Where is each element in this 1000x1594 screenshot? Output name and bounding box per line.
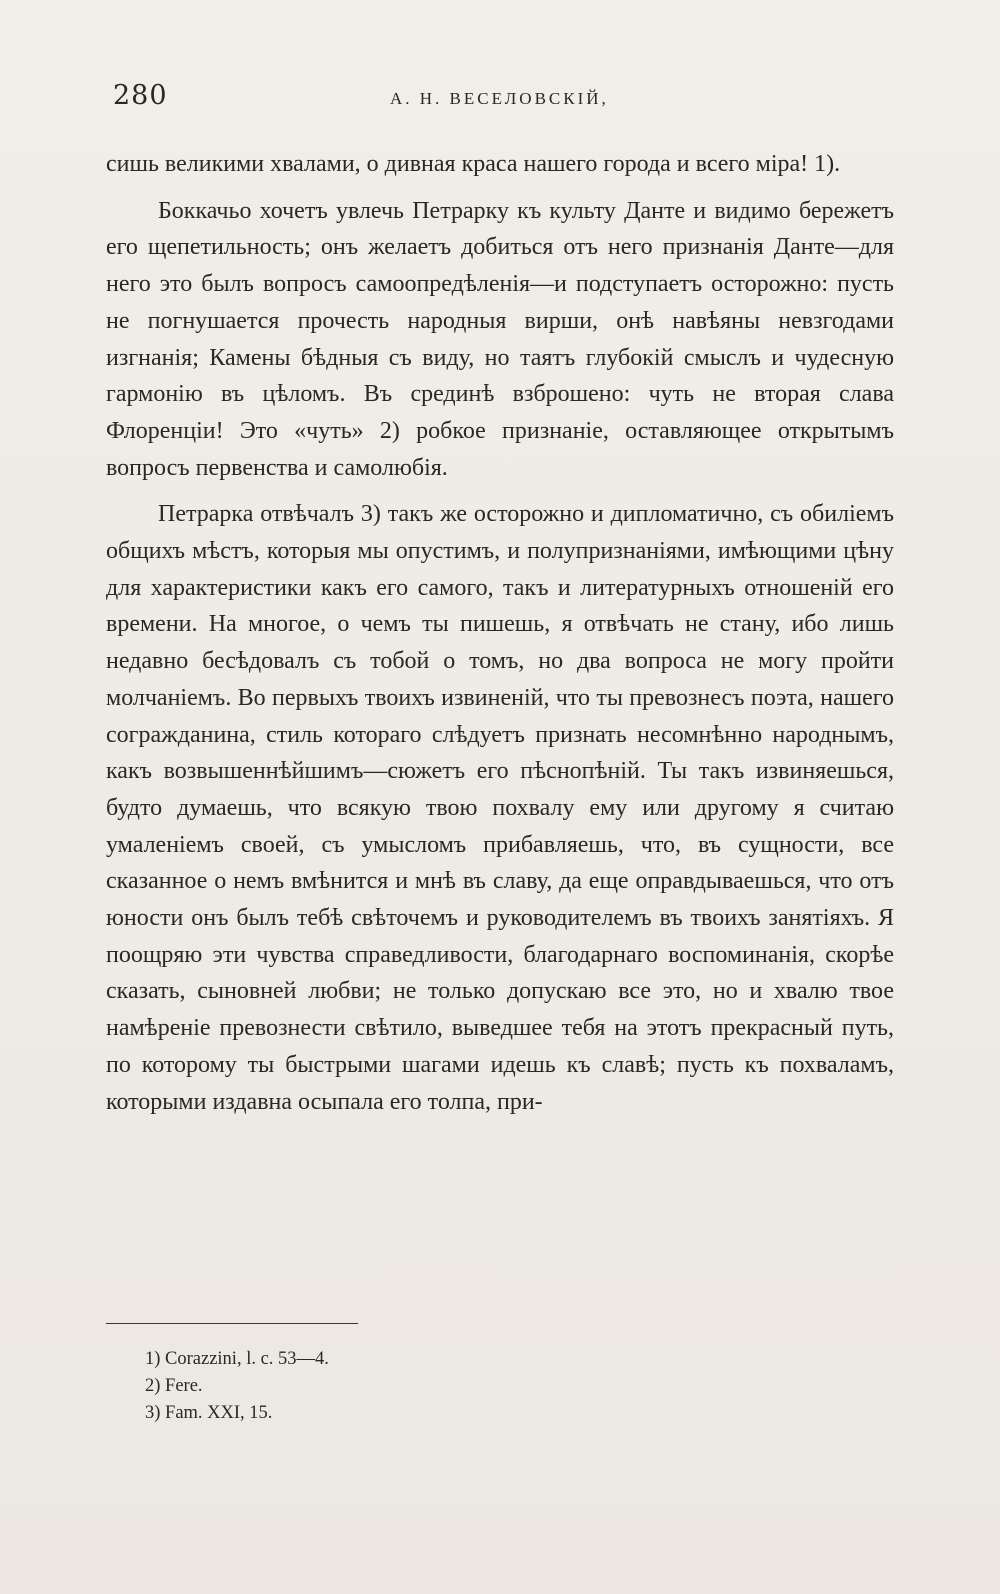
footnote-3: 3) Fam. XXI, 15. — [145, 1403, 273, 1423]
paragraph-continuation: сишь великими хвалами, о дивная краса нашего города и всего міра! 1). — [106, 151, 841, 177]
running-head — [113, 80, 893, 120]
body-text — [106, 146, 894, 1120]
footnote-2: 2) Fere. — [145, 1376, 203, 1396]
footnotes — [145, 1346, 745, 1427]
running-title: А. Н. ВЕСЕЛОВСКІЙ, — [390, 89, 609, 108]
footnote-1: 1) Corazzini, l. c. 53—4. — [145, 1349, 329, 1369]
paragraph-petrarch: Петрарка отвѣчалъ 3) такъ же осторожно и дипломатично, съ обиліемъ общихъ мѣстъ, которыя мы опустимъ, и полупризнаніями, имѣющими цѣну для характеристики какъ его самого, такъ и литературныхъ отношеній его времени. На многое, о чемъ ты пишешь, я отвѣчать не стану, ибо лишь недавно бесѣдовалъ съ тобой о томъ, но два вопроса не могу пройти молчаніемъ. Во первыхъ твоихъ извиненій, что ты превознесъ поэта, нашего согражданина, стиль котораго слѣдуетъ признать несомнѣнно народнымъ, какъ возвышеннѣйшимъ—сюжетъ его пѣснопѣній. Ты такъ извиняешься, будто думаешь, что всякую твою похвалу ему или другому я считаю умаленіемъ своей, съ умысломъ прибавляешь, что, въ сущности, все сказанное о немъ вмѣнится и мнѣ въ славу, да еще оправдываешься, что отъ юности онъ былъ тебѣ свѣточемъ и руководителемъ въ твоихъ занятіяхъ. Я поощряю эти чувства справедливости, благодарнаго воспоминанія, скорѣе сказать, сыновней любви; не только допускаю все это, но и хвалю твое намѣреніе превознести свѣтило, выведшее тебя на этотъ прекрасный путь, по которому ты быстрыми шагами идешь къ славѣ; пусть къ похваламъ, которыми издавна осыпала его толпа, при- — [106, 501, 894, 1115]
paragraph-boccaccio: Боккачьо хочетъ увлечь Петрарку къ культу Данте и видимо бережетъ его щепетильность; онъ желаетъ добиться отъ него признанія Данте—для него это былъ вопросъ самоопредѣленія—и подступаетъ осторожно: пусть не погнушается прочесть народныя вирши, онѣ навѣяны невзгодами изгнанія; Камены бѣдныя съ виду, но таятъ глубокій смыслъ и чудесную гармонію въ цѣломъ. Въ срединѣ взброшено: чуть не вторая слава Флоренціи! Это «чуть» 2) робкое признаніе, оставляющее открытымъ вопросъ первенства и самолюбія. — [106, 197, 894, 481]
page-number: 280 — [113, 80, 168, 111]
footnote-divider — [106, 1323, 358, 1324]
